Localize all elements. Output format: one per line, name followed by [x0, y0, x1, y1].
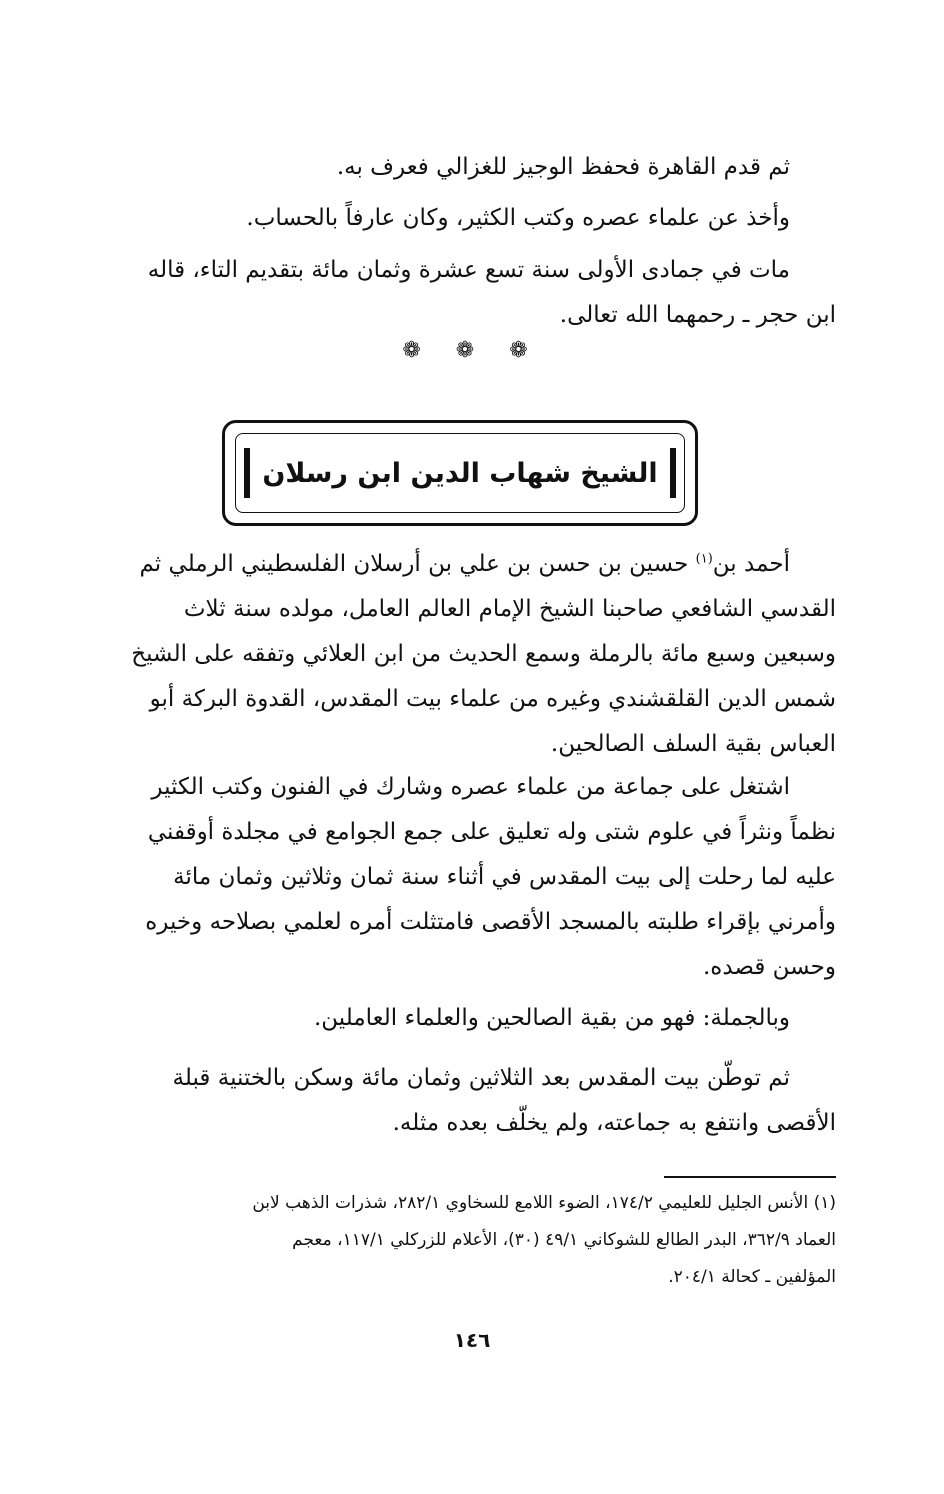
text-line: نظماً ونثراً في علوم شتى وله تعليق على جمع الجوامع في مجلدة أوقفني [147, 819, 836, 845]
footnote-line: العماد ٣٦٢/٩، البدر الطالع للشوكاني ٤٩/١ (٣٠)، الأعلام للزركلي ١١٧/١، معجم [292, 1230, 836, 1250]
text-line: شمس الدين القلقشندي وغيره من علماء بيت المقدس، القدوة البركة أبو [149, 686, 836, 712]
text-line: العباس بقية السلف الصالحين. [550, 731, 836, 757]
text-line: وحسن قصده. [702, 954, 836, 980]
section-title: الشيخ شهاب الدين ابن رسلان [262, 458, 658, 489]
paragraph-1 [112, 145, 836, 190]
text-line: اشتغل على جماعة من علماء عصره وشارك في الفنون وكتب الكثير [151, 774, 790, 800]
page-number: ١٤٦ [453, 1328, 491, 1352]
separator-ornament: ❁ ❁ ❁ [402, 338, 542, 363]
footnote-line: (١) الأنس الجليل للعليمي ١٧٤/٢، الضوء اللامع للسخاوي ٢٨٢/١، شذرات الذهب لابن [252, 1193, 836, 1213]
paragraph-5 [112, 765, 836, 990]
text-line [112, 542, 836, 587]
paragraph-4 [112, 542, 836, 767]
paragraph-7 [112, 1056, 836, 1146]
footnote-line: المؤلفين ـ كحالة ٢٠٤/١. [668, 1267, 836, 1287]
text-line: مات في جمادى الأولى سنة تسع عشرة وثمان مائة بتقديم التاء، قاله [147, 257, 790, 283]
text-line: وسبعين وسبع مائة بالرملة وسمع الحديث من ابن العلائي وتفقه على الشيخ [131, 641, 836, 667]
text-line: الأقصى وانتفع به جماعته، ولم يخلّف بعده مثله. [392, 1110, 836, 1136]
text-run: أحمد بن [712, 551, 790, 577]
text-line: ثم قدم القاهرة فحفظ الوجيز للغزالي فعرف به. [336, 154, 790, 180]
paragraph-3 [112, 248, 836, 338]
paragraph-2 [112, 196, 836, 241]
text-line: ثم توطّن بيت المقدس بعد الثلاثين وثمان مائة وسكن بالختنية قبلة [172, 1065, 790, 1091]
text-run: حسين بن حسن بن علي بن أرسلان الفلسطيني الرملي ثم [139, 551, 696, 577]
text-line: ابن حجر ـ رحمهما الله تعالى. [559, 302, 836, 328]
footnote [106, 1185, 836, 1296]
title-inner-border [235, 433, 685, 513]
text-line: القدسي الشافعي صاحبنا الشيخ الإمام العالم العامل، مولده سنة ثلاث [183, 596, 836, 622]
paragraph-6 [112, 996, 836, 1041]
footnote-reference[interactable]: (١) [695, 551, 713, 567]
text-line: وأمرني بإقراء طلبته بالمسجد الأقصى فامتثلت أمره لعلمي بصلاحه وخيره [145, 909, 836, 935]
text-line: عليه لما رحلت إلى بيت المقدس في أثناء سنة ثمان وثلاثين وثمان مائة [173, 864, 836, 890]
text-line: وبالجملة: فهو من بقية الصالحين والعلماء العاملين. [313, 1005, 790, 1031]
section-title-frame [222, 420, 698, 526]
text-line: وأخذ عن علماء عصره وكتب الكثير، وكان عارفاً بالحساب. [246, 205, 790, 231]
footnote-divider [664, 1176, 836, 1178]
